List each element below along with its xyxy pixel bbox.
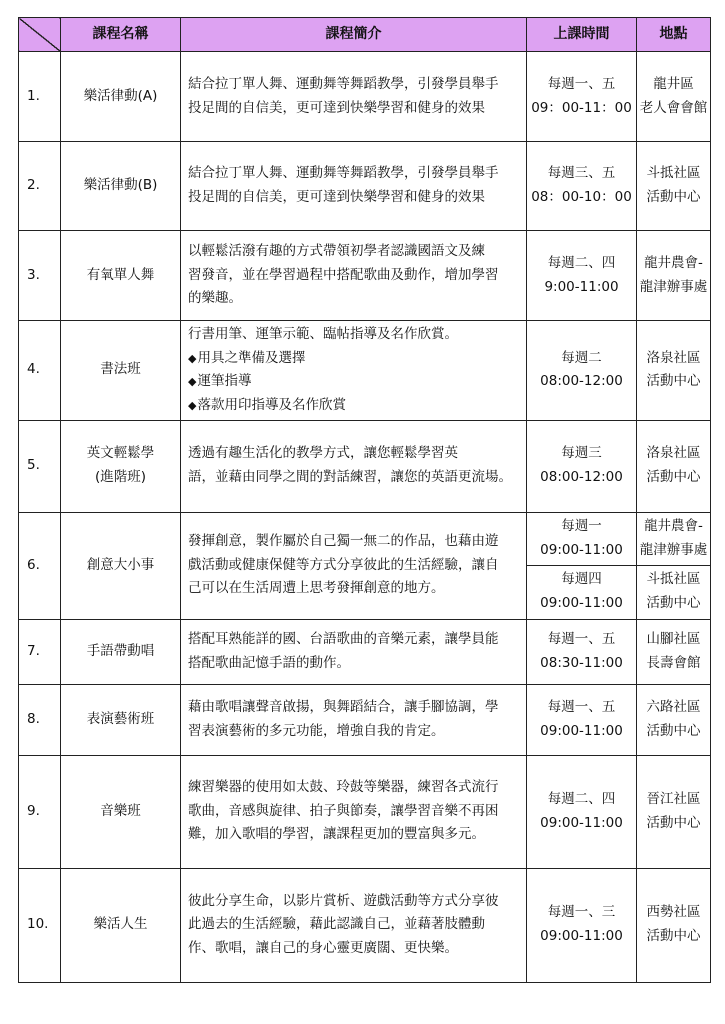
course-description: 以輕鬆活潑有趣的方式帶領初學者認識國語文及練 習發音，並在學習過程中搭配歌曲及動作，增加學習 的樂趣。: [181, 231, 527, 321]
table-row: [19, 321, 711, 421]
table-row: [19, 512, 711, 565]
location: 洛泉社區 活動中心: [637, 321, 711, 421]
table-row: [19, 52, 711, 142]
course-name: 有氧單人舞: [61, 231, 181, 321]
location: 六路社區 活動中心: [637, 684, 711, 755]
row-number: 10.: [19, 868, 61, 982]
course-description: 結合拉丁單人舞、運動舞等舞蹈教學，引發學員舉手 投足間的自信美，更可達到快樂學習和健身的效果: [181, 142, 527, 231]
header-course-name: 課程名稱: [61, 18, 181, 52]
course-name: 樂活律動(A): [61, 52, 181, 142]
course-name: 書法班: [61, 321, 181, 421]
diagonal-corner-cell: [19, 18, 61, 52]
class-time: 每週一、三 09:00-11:00: [527, 868, 637, 982]
location: 山腳社區 長壽會館: [637, 619, 711, 684]
row-number: 8.: [19, 684, 61, 755]
table-row: [19, 684, 711, 755]
row-number: 7.: [19, 619, 61, 684]
row-number: 4.: [19, 321, 61, 421]
class-time: 每週二 08:00-12:00: [527, 321, 637, 421]
course-table: [18, 17, 711, 983]
class-time: 每週二、四 9:00-11:00: [527, 231, 637, 321]
location: 龍井農會- 龍津辦事處: [637, 512, 711, 565]
row-number: 6.: [19, 512, 61, 619]
table-row: [19, 420, 711, 512]
row-number: 2.: [19, 142, 61, 231]
header-class-time: 上課時間: [527, 18, 637, 52]
class-time: 每週一、五 09:00-11:00: [527, 684, 637, 755]
header-course-description: 課程簡介: [181, 18, 527, 52]
location: 洛泉社區 活動中心: [637, 420, 711, 512]
course-description: 發揮創意，製作屬於自己獨一無二的作品，也藉由遊 戲活動或健康保健等方式分享彼此的生活經驗，讓自 己可以在生活周遭上思考發揮創意的地方。: [181, 512, 527, 619]
table-row: [19, 231, 711, 321]
class-time: 每週一、五 08:30-11:00: [527, 619, 637, 684]
course-description: 結合拉丁單人舞、運動舞等舞蹈教學，引發學員舉手 投足間的自信美，更可達到快樂學習和健身的效果: [181, 52, 527, 142]
class-time: 每週二、四 09:00-11:00: [527, 755, 637, 868]
header-location: 地點: [637, 18, 711, 52]
class-time: 每週三、五 08：00-10：00: [527, 142, 637, 231]
class-time: 每週三 08:00-12:00: [527, 420, 637, 512]
location: 龍井區 老人會會館: [637, 52, 711, 142]
course-name: 英文輕鬆學 (進階班): [61, 420, 181, 512]
row-number: 9.: [19, 755, 61, 868]
course-description: 練習樂器的使用如太鼓、玲鼓等樂器，練習各式流行 歌曲，音感與旋律、拍子與節奏，讓學習音樂不再困 難，加入歌唱的學習，讓課程更加的豐富與多元。: [181, 755, 527, 868]
course-description: 搭配耳熟能詳的國、台語歌曲的音樂元素，讓學員能 搭配歌曲記憶手語的動作。: [181, 619, 527, 684]
course-description: 透過有趣生活化的教學方式，讓您輕鬆學習英 語，並藉由同學之間的對話練習，讓您的英語更流場。: [181, 420, 527, 512]
course-name: 音樂班: [61, 755, 181, 868]
course-name: 表演藝術班: [61, 684, 181, 755]
table-row: [19, 619, 711, 684]
course-name: 樂活律動(B): [61, 142, 181, 231]
course-name: 創意大小事: [61, 512, 181, 619]
class-time: 每週一、五 09：00-11：00: [527, 52, 637, 142]
bullet-item: ◆ 落款用印指導及名作欣賞: [188, 394, 520, 418]
row-number: 1.: [19, 52, 61, 142]
bullet-item: ◆ 用具之準備及選擇: [188, 347, 520, 371]
location: 斗抵社區 活動中心: [637, 565, 711, 619]
course-name: 樂活人生: [61, 868, 181, 982]
location: 斗抵社區 活動中心: [637, 142, 711, 231]
table-header-row: [19, 18, 711, 52]
location: 龍井農會- 龍津辦事處: [637, 231, 711, 321]
table-row: [19, 868, 711, 982]
bullet-item: ◆ 運筆指導: [188, 370, 520, 394]
course-description: 彼此分享生命，以影片賞析、遊戲活動等方式分享彼 此過去的生活經驗，藉此認識自己，並藉著肢體動 作、歌唱，讓自己的身心靈更廣闊、更快樂。: [181, 868, 527, 982]
location: 西勢社區 活動中心: [637, 868, 711, 982]
course-description: 行書用筆、運筆示範、臨帖指導及名作欣賞。 ◆ 用具之準備及選擇 ◆ 運筆指導 ◆ 落款用印指導及名作欣賞: [181, 321, 527, 421]
course-description: 藉由歌唱讓聲音啟揚，與舞蹈結合，讓手腳協調，學 習表演藝術的多元功能，增強自我的肯定。: [181, 684, 527, 755]
course-name: 手語帶動唱: [61, 619, 181, 684]
class-time: 每週四 09:00-11:00: [527, 565, 637, 619]
row-number: 5.: [19, 420, 61, 512]
row-number: 3.: [19, 231, 61, 321]
table-row: [19, 755, 711, 868]
location: 晉江社區 活動中心: [637, 755, 711, 868]
class-time: 每週一 09:00-11:00: [527, 512, 637, 565]
table-row: [19, 142, 711, 231]
